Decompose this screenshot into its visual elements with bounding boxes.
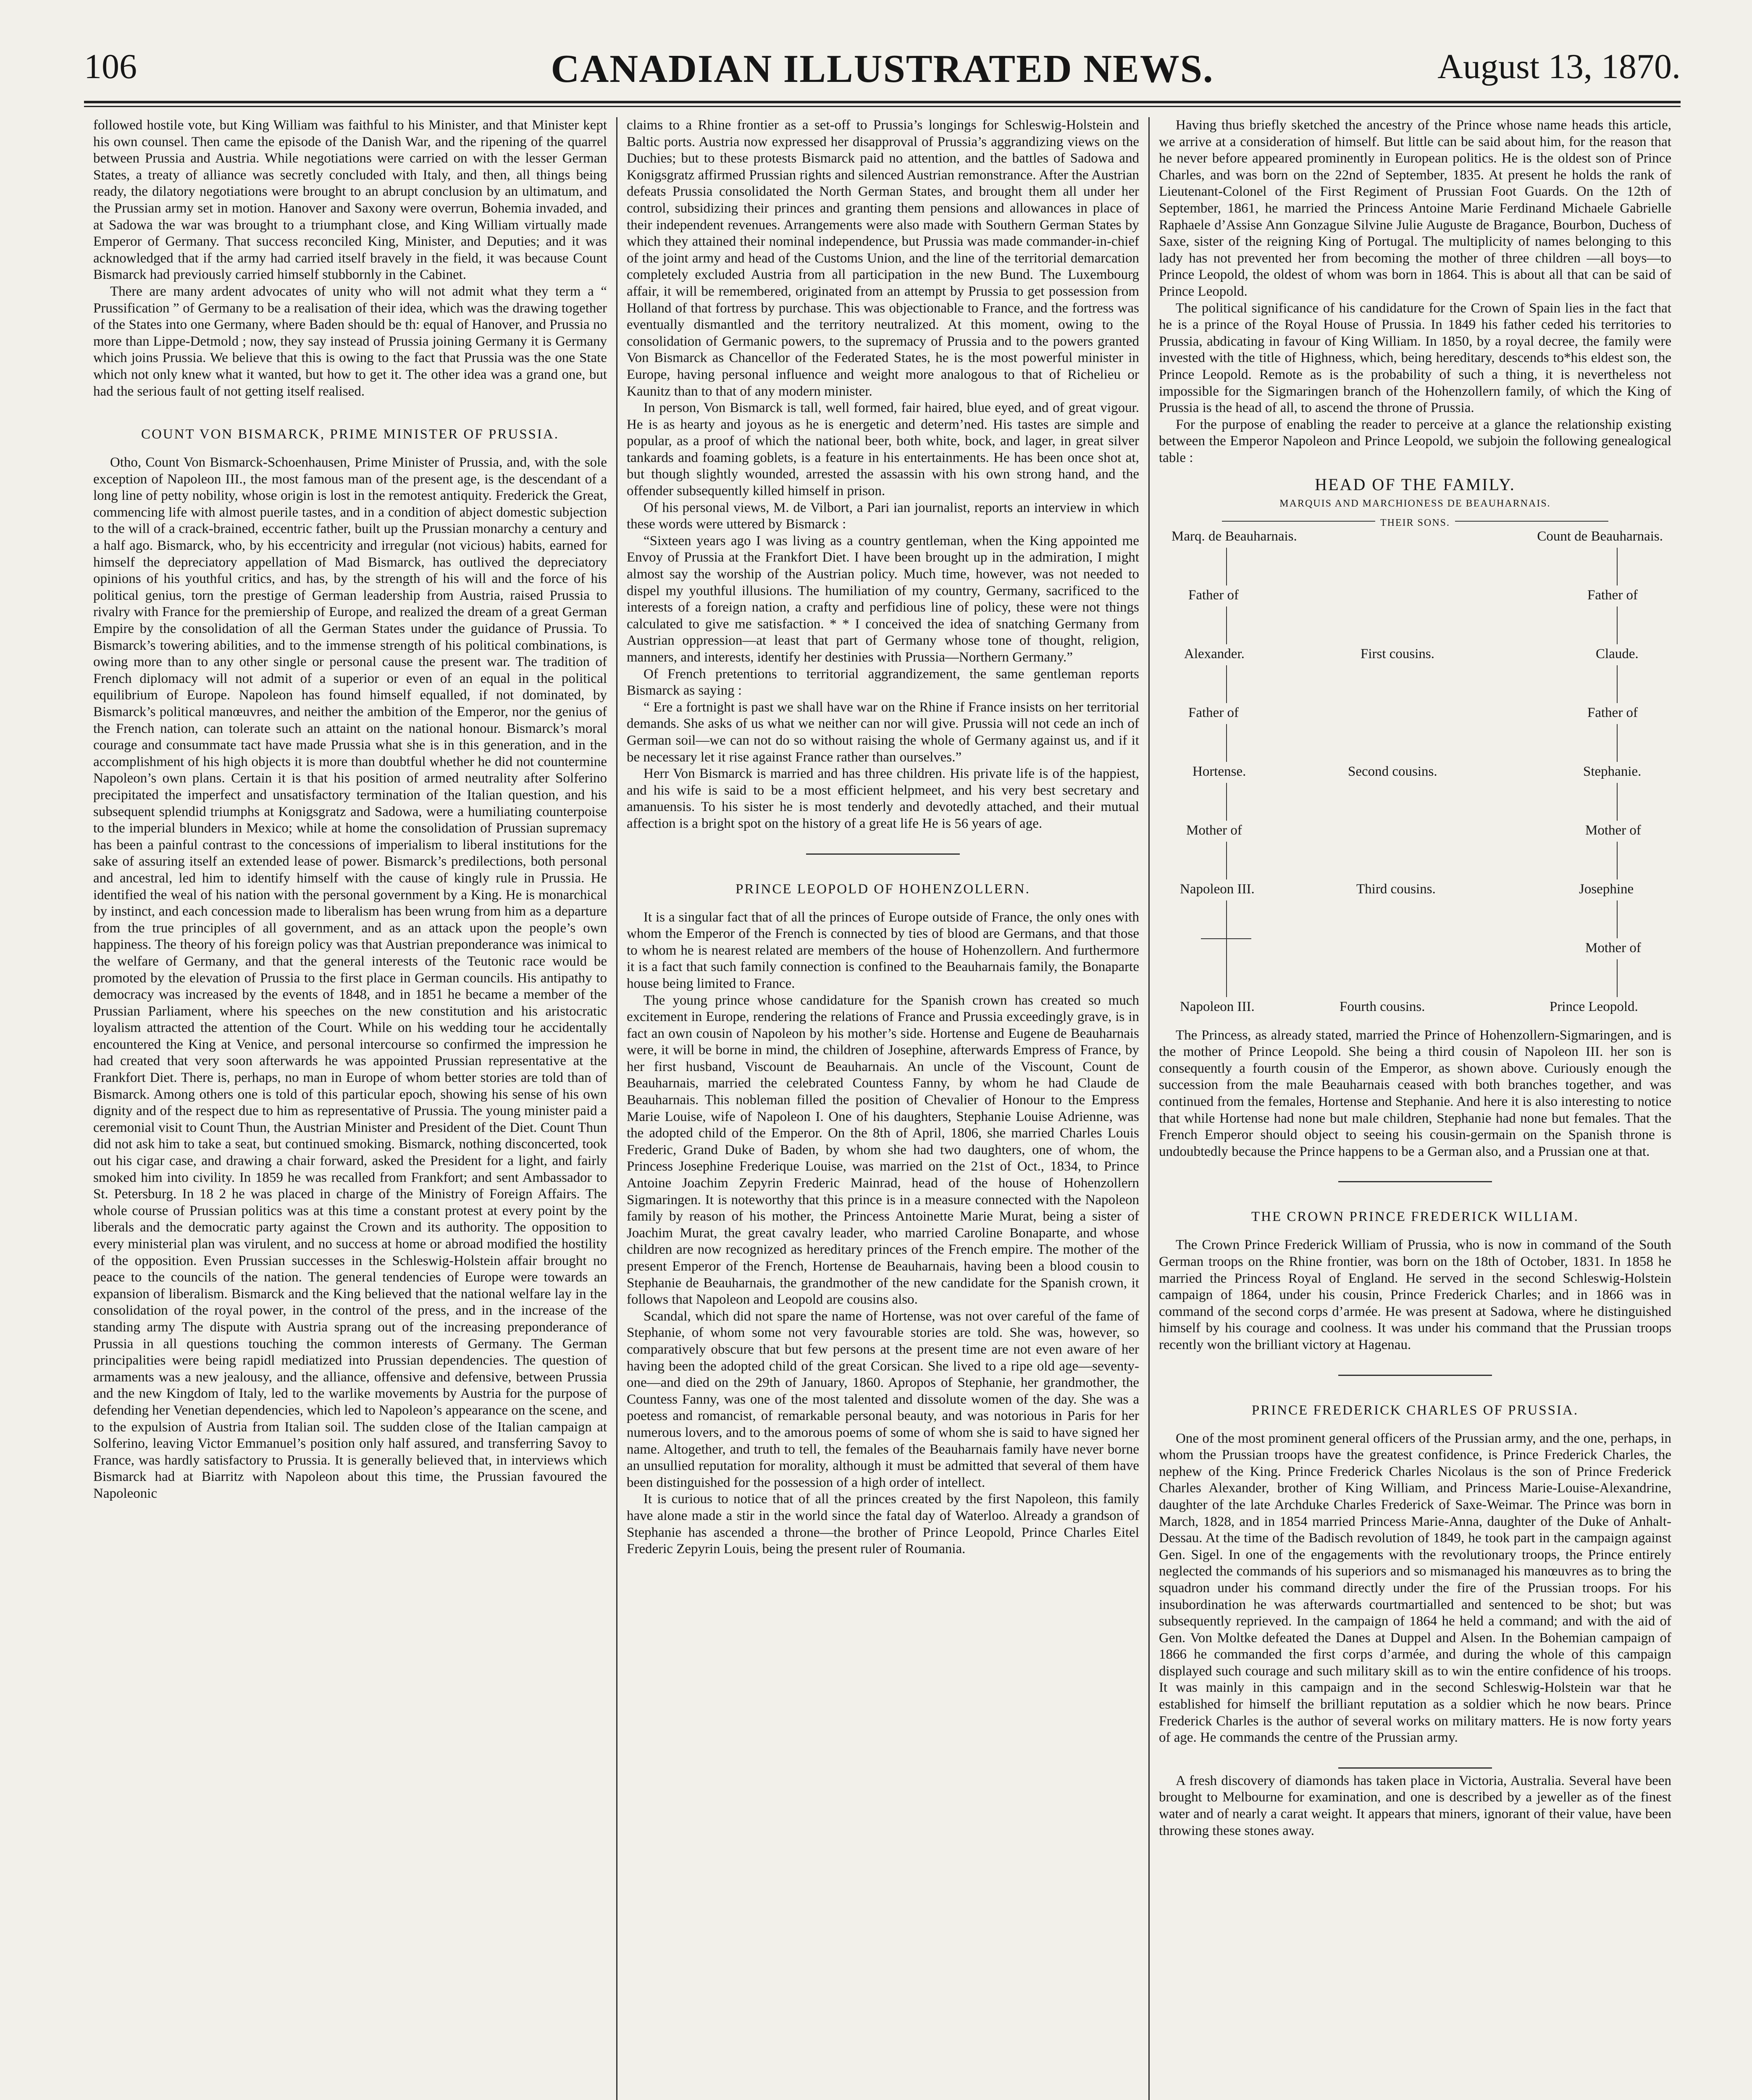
- page-number: 106: [84, 47, 137, 86]
- tree-line: [1617, 842, 1618, 879]
- article-title-leopold: PRINCE LEOPOLD OF HOHENZOLLERN.: [735, 881, 1030, 897]
- paragraph: It is curious to notice that of all the princes created by the first Napoleon, this family have alone made a stir in the world since the fatal day of Waterloo. Already a grandson of Stephanie has ascended a throne—the brother of Prince Leopold, Prince Charles Eitel Frederic Zepyrin Louis, being the present ruler of Roumania.: [627, 1491, 1139, 1557]
- tree-line: [1226, 900, 1227, 938]
- tree-node: First cousins.: [1361, 646, 1435, 662]
- columns: [84, 117, 1681, 2100]
- paragraph: The political significance of his candidature for the Crown of Spain lies in the fact that he is a prince of the Royal House of Prussia. In 1849 his father ceded his territories to Prussia, abdicating in favour of King William. In 1850, by a royal decree, the family were invested with the title of Highness, which, being hereditary, descends to*his eldest son, the Prince Leopold. Remote as is the probability of such a thing, it is nevertheless not impossible for the Sigmaringen branch of the Hohenzollern family, of which the King of Prussia is the head of all, to ascend the throne of Prussia.: [1159, 300, 1671, 416]
- tree-node: Second cousins.: [1348, 764, 1437, 779]
- paragraph: The young prince whose candidature for the Spanish crown has created so much excitement in Europe, rendering the relations of France and Prussia exceedingly grave, is in fact an own cousin of Napoleon by his mother’s side. Hortense and Eugene de Beauharnais were, it will be borne in mind, the children of Josephine, afterwards Empress of France, by her first husband, Viscount de Beauharnais. An uncle of the Viscount, Count de Beauharnais, married the celebrated Countess Fanny, by whom he had Claude de Beauharnais. This nobleman filled the position of Chevalier of Honour to the Empress Marie Louise, wife of Napoleon I. One of his daughters, Stephanie Louise Adrienne, was the adopted child of the Emperor. On the 8th of April, 1806, she married Charles Louis Frederic, Grand Duke of Baden, by whom she had two daughters, one of whom, the Princess Josephine Frederique Louise, was married on the 21st of Oct., 1834, to Prince Antoine Joachim Zepyrin Frederic Mainrad, head of the house of Hohenzollern Sigmaringen. It is noteworthy that this prince is in a measure connected with the Napoleon family by reason of his mother, the Princess Antoinette Marie Murat, being a sister of Joachim Murat, the great cavalry leader, who married Caroline Bonaparte, and whose children are now recognized as hereditary princes of the French empire. The mother of the present Emperor of the French, Hortense de Beauharnais, having been a blood cousin to Stephanie de Beauharnais, the grandmother of the new candidate for the Spanish crown, it follows that Napoleon and Leopold are cousins also.: [627, 992, 1139, 1307]
- tree-line: [1226, 724, 1227, 762]
- tree-line: [1226, 665, 1227, 703]
- tree-line: [1617, 900, 1618, 938]
- paragraph: followed hostile vote, but King William was faithful to his Minister, and that Minister kept his own counsel. Then came the episode of the Danish War, and the ripening of the quarrel between Prussia and Austria. While negotiations were carried on with the lesser German States, a treaty of alliance was secretly concluded with Italy, and then, all things being ready, the dilatory negotiations were brought to an abrupt conclusion by an ultimatum, and the Prussian army set in motion. Hanover and Saxony were overrun, Bohemia invaded, and at Sadowa the war was brought to a triumphant close, and King William virtually made Emperor of Germany. That success reconciled King, Minister, and Deputies; and it was acknowledged that if the army had carried itself bravely in the field, it was because Count Bismarck had previously carried himself stubbornly in the Cabinet.: [93, 118, 607, 283]
- genealogy-title: HEAD OF THE FAMILY.: [1315, 475, 1516, 494]
- tree-node: Josephine: [1579, 881, 1634, 897]
- section-divider: [806, 853, 960, 855]
- column-2: [616, 117, 1148, 2100]
- tree-line: [1617, 783, 1618, 821]
- column-1: [84, 117, 616, 2100]
- tree-node: Alexander.: [1184, 646, 1245, 662]
- article-title-bismarck: COUNT VON BISMARCK, PRIME MINISTER OF PRUSSIA.: [141, 427, 559, 442]
- tree-line: [1226, 606, 1227, 644]
- paragraph: The Princess, as already stated, married the Prince of Hohenzollern-Sigmaringen, and is the mother of Prince Leopold. She being a third cousin of Napoleon III. her son is consequently a fourth cousin of the Emperor, as shown above. Curiously enough the succession from the male Beauharnais ceased with both branches together, and was continued from the females, Hortense and Stephanie. And here it is also interesting to notice that while Hortense had none but male children, Stephanie had none but females. That the French Emperor should object to seeing his cousin-germain on the Spanish throne is undoubtedly because the Prince happens to be a German also, and a Prussian one at that.: [1159, 1027, 1671, 1159]
- tree-line: [1226, 548, 1227, 585]
- genealogy-sons-label: THEIR SONS.: [1375, 517, 1455, 528]
- paragraph: Herr Von Bismarck is married and has three children. His private life is of the happiest, and his wife is said to be a most efficient helpmeet, and his very best secretary and amanuensis. To his sister he is most tenderly and devotedly attached, and their mutual affection is a bright spot on the history of a great life He is 56 years of age.: [627, 766, 1139, 831]
- tree-node: Mother of: [1585, 822, 1641, 838]
- tree-node: Prince Leopold.: [1550, 999, 1638, 1014]
- tree-node: Father of: [1587, 587, 1638, 603]
- tree-node: Third cousins.: [1356, 881, 1436, 897]
- paragraph: Having thus briefly sketched the ancestry of the Prince whose name heads this article, we arrive at a consideration of himself. But little can be said about him, for the reason that he never before appeared prominently in European politics. He is the oldest son of Prince Charles, and was born on the 22nd of September, 1835. At present he holds the rank of Lieutenant-Colonel of the First Regiment of Prussian Foot Guards. On the 12th of September, 1861, he married the Princess Antoine Marie Ferdinand Michaele Gabrielle Raphaele d’Assise Ann Gonzague Silvine Julie Auguste de Bragance, Bourbon, Duchess of Saxe, sister of the reigning King of Portugal. The multiplicity of names belonging to this lady has not prevented her from becoming the mother of three children —all boys—to Prince Leopold, the oldest of whom was born in 1864. This is about all that can be said of Prince Leopold.: [1159, 118, 1671, 299]
- tree-node: Fourth cousins.: [1340, 999, 1425, 1014]
- tree-node: Claude.: [1596, 646, 1639, 662]
- tree-node: Father of: [1587, 705, 1638, 720]
- column-3: [1148, 117, 1681, 2100]
- tree-line: [1617, 606, 1618, 644]
- section-divider: [1338, 1767, 1492, 1769]
- article-title-frederick-william: THE CROWN PRINCE FREDERICK WILLIAM.: [1251, 1209, 1579, 1225]
- paragraph: The Crown Prince Frederick William of Prussia, who is now in command of the South German troops on the Rhine frontier, was born on the 18th of October, 1831. In 1858 he married the Princess Royal of England. He served in the second Schleswig-Holstein campaign of 1864, under his cousin, Prince Frederick Charles; and in 1866 was in command of the second corps d’armée. He was present at Sadowa, where he distinguished himself by his courage and coolness. It was under his command that the Prussian troops recently won the brilliant victory at Hagenau.: [1159, 1237, 1671, 1352]
- tree-node: Marq. de Beauharnais.: [1172, 528, 1297, 544]
- paragraph: Of French pretentions to territorial aggrandizement, the same gentleman reports Bismarck as saying :: [627, 666, 1139, 698]
- tree-node: Father of: [1188, 705, 1239, 720]
- tree-line: [1226, 842, 1227, 879]
- tree-line: [1226, 939, 1227, 997]
- tree-node: Napoleon III.: [1180, 881, 1255, 897]
- issue-date: August 13, 1870.: [1437, 47, 1681, 86]
- paragraph: Of his personal views, M. de Vilbort, a Pari ian journalist, reports an interview in which these words were uttered by Bismarck :: [627, 500, 1139, 532]
- paragraph: Otho, Count Von Bismarck-Schoenhausen, Prime Minister of Prussia, and, with the sole exception of Napoleon III., the most famous man of the present age, is the descendant of a long line of petty nobility, whose origin is lost in the remotest antiquity. Frederick the Great, commencing life with almost puerile tastes, and in a condition of abject domestic subjection to the will of a crack-brained, eccentric father, built up the Prussian monarchy a century and a half ago. Bismarck, who, by his eccentricity and irregular (not vicious) habits, earned for himself the depreciatory appellation of Mad Bismarck, has outlived the depreciatory opinions of his youthful critics, and has, by the strength of his will and the force of his political genius, torn the prestige of German leadership from Austria, raised Prussia to rivalry with France for the premiership of Europe, and realized the dream of a great German Empire by the consolidation of all the German States under the guidance of Prussia. To Bismarck’s towering abilities, and to the immense strength of his political combinations, is owing more than to any other single or personal cause the present war. The tradition of French diplomacy will not admit of a superior or even of an equal in the political equilibrium of Europe. Napoleon has found himself equalled, if not dominated, by Bismarck’s political manœuvres, and neither the ambition of the Emperor, nor the genius of the French nation, can tolerate such an attaint on the national honour. Bismarck’s moral courage and consummate tact have made Prussia what she is in this generation, and in the accomplishment of his high objects it is more than doubtful whether he did not countermine Napoleon’s own plans. Certain it is that his position of armed neutrality after Solferino precipitated the imperfect and unsatisfactory termination of the Italian question, and his subsequent splendid triumphs at Konigsgratz and Sadowa, were a humiliating counterpoise to the imperial blunders in Mexico; while at home the consolidation of Prussian supremacy has been a painful contrast to the concessions of imperialism to liberal institutions for the sake of assuring itself an extended lease of power. Bismarck’s predilections, both personal and ancestral, led him to identify himself with the cause of kingly rule in Prussia. He identified the weal of his nation with the personal government by a King. He is monarchical by instinct, and each concession made to liberalism has been wrung from him as a departure from the true principles of all government, and as an attack upon the people’s own happiness. The theory of his foreign policy was that Austrian preponderance was inimical to the welfare of Germany, and that the general interests of the Teutonic race would be promoted by the elevation of Prussia to the first place in German councils. His antipathy to democracy was increased by the events of 1848, and in 1851 he became a member of the Prussian Parliament, where his speeches on the new constitution and his aristocratic loyalism attracted the attention of the Court. While on his wedding tour he accidentally encountered the King at Venice, and personal intercourse so confirmed the impression he had created that very soon afterwards he was appointed Prussian representative at the Frankfort Diet. There is, perhaps, no man in Europe of whom better stories are told than of Bismarck. Among others one is told of this particular epoch, showing his sense of his own dignity and of the respect due to him as representative of Prussia. The young minister paid a ceremonial visit to Count Thun, the Austrian Minister and President of the Diet. Count Thun did not ask him to take a seat, but continued smoking. Bismarck, nothing disconcerted, took out his cigar case, and drawing a chair forward, asked the President for a light, and fairly smoked him into civility. In 1859 he was recalled from Frankfort; and sent Ambassador to St. Petersburg. In 18 2 he was placed in charge of the Ministry of Foreign Affairs. The whole course of Prussian politics was at this time a constant protest at every point by the liberals and the democratic party against the Crown and its authority. The opposition to every ministerial plan was virulent, and no success at home or abroad modified the hostility of the opposition. Even Prussian successes in the Schleswig-Holstein affair brought no peace to the councils of the nation. The general tendencies of Europe were towards an expansion of liberalism. Bismarck and the King believed that the national welfare lay in the consolidation of the royal power, in the control of the press, and in the increase of the standing army The dispute with Austria sprang out of the increasing preponderance of Prussia in all questions touching the common interests of Germany. The German principalities were being rapidl mediatized into Prussian dependencies. The question of armaments was a new jealousy, and the alliance, offensive and defensive, between Prussia and the new Kingdom of Italy, led to the warlike movements by Austria for the purpose of defending her Venetian dependencies, which led to Napoleon’s appearance on the scene, and to the expulsion of Austria from Italian soil. The sudden close of the Italian campaign at Solferino, leaving Victor Emmanuel’s position only half assured, and transferring Savoy to France, was hardly satisfactory to Prussia. It is generally believed that, in interviews which Bismarck had at Biarritz with Napoleon about this time, the Prussian favoured the Napoleonic: [93, 455, 607, 1501]
- article-title-frederick-charles: PRINCE FREDERICK CHARLES OF PRUSSIA.: [1251, 1402, 1579, 1418]
- masthead: [84, 38, 1681, 103]
- tree-line: [1617, 959, 1618, 997]
- paragraph: “ Ere a fortnight is past we shall have war on the Rhine if France insists on her territorial demands. She asks of us what we neither can nor will give. Prussia will not cede an inch of German soil—we can not do so without raising the whole of Germany against us, and if it be necessary let it rise against France rather than ourselves.”: [627, 699, 1139, 765]
- paragraph: claims to a Rhine frontier as a set-off to Prussia’s longings for Schleswig-Holstein and Baltic ports. Austria now expressed her disapproval of Prussia’s aggrandizing views on the Duchies; but to these protests Bismarck paid no attention, and the battles of Sadowa and Konigsgratz affirmed Prussian rights and silenced Austrian remonstrance. After the Austrian defeats Prussia consolidated the North German States, and brought them all under her control, subsidizing their princes and granting them pensions and allowances in place of their independent revenues. Arrangements were also made with Southern German States by which they attained their nominal independence, but Prussia was made commander-in-chief of the joint army and head of the Customs Union, and the line of the territorial demarcation completely excluded Austria from all participation in the new Bund. The Luxembourg affair, it will be remembered, originated from an attempt by Prussia to get possession from Holland of that fortress by purchase. This was objectionable to France, and the fortress was eventually dismantled and the territory neutralized. At this moment, owing to the consolidation of Germanic powers, to the supremacy of Prussia and to the powers granted Von Bismarck as Chancellor of the Federated States, he is the most powerful minister in Europe, having personal influence and weight more analogous to that of Richelieu or Kaunitz than to that of any modern minister.: [627, 118, 1139, 399]
- genealogy-table: [1163, 515, 1667, 1111]
- paragraph: For the purpose of enabling the reader to perceive at a glance the relationship existing between the Emperor Napoleon and Prince Leopold, we subjoin the following genealogical table :: [1159, 417, 1671, 465]
- tree-node: Stephanie.: [1583, 764, 1642, 779]
- tree-node: Mother of: [1186, 822, 1242, 838]
- tree-line: [1226, 783, 1227, 821]
- paragraph: Scandal, which did not spare the name of Hortense, was not over careful of the fame of Stephanie, of whom some not very favourable stories are told. She was, however, so comparatively obscure that but few persons at the present time are not even aware of her having been the adopted child of the great Corsican. She lived to a ripe old age—seventy-one—and died on the 29th of January, 1860. Apropos of Stephanie, her grandmother, the Countess Fanny, was one of the most talented and dissolute women of the day. She was a poetess and romancist, of remarkable personal beauty, and was notorious in Paris for her numerous lovers, and to the amorous poems of some of whom she is said to have signed her name. Altogether, and truth to tell, the females of the Beauharnais family have never borne an unsullied reputation for morality, although it must be admitted that several of them have been distinguished for the possession of a high order of intellect.: [627, 1308, 1139, 1490]
- tree-node: Hortense.: [1193, 764, 1246, 779]
- genealogy-subtitle: MARQUIS AND MARCHIONESS DE BEAUHARNAIS.: [1279, 498, 1551, 509]
- tree-node: Mother of: [1585, 940, 1641, 956]
- tree-line: [1617, 548, 1618, 585]
- paragraph: In person, Von Bismarck is tall, well formed, fair haired, blue eyed, and of great vigour. He is as hearty and joyous as he is energetic and determ’ned. His tastes are simple and popular, as a proof of which the national beer, both white, bock, and lager, in great silver tankards and foaming goblets, is a feature in his entertainments. He has been once shot at, but though slightly wounded, arrested the assassin with his own strong hand, and the offender subsequently killed himself in prison.: [627, 400, 1139, 499]
- paragraph: A fresh discovery of diamonds has taken place in Victoria, Australia. Several have been brought to Melbourne for examination, and one is described by a jeweller as of the finest water and of nearly a carat weight. It appears that miners, ignorant of their value, have been throwing these stones away.: [1159, 1773, 1671, 1838]
- section-divider: [1338, 1375, 1492, 1376]
- tree-line: [1617, 724, 1618, 762]
- paragraph: It is a singular fact that of all the princes of Europe outside of France, the only ones with whom the Emperor of the French is connected by ties of blood are Germans, and that those to whom he is nearest related are members of the house of Hohenzollern. And furthermore it is a fact that such family connection is confined to the Beauharnais family, the Bonaparte house being limited to France.: [627, 909, 1139, 991]
- tree-line: [1617, 665, 1618, 703]
- paragraph: One of the most prominent general officers of the Prussian army, and the one, perhaps, in whom the Prussian troops have the greatest confidence, is Prince Frederick Charles, the nephew of the King. Prince Frederick Charles Nicolaus is the son of Prince Frederick Charles Alexander, brother of King William, and Princess Marie-Louise-Alexandrine, daughter of the late Archduke Charles Frederick of Saxe-Weimar. The Prince was born in March, 1828, and in 1854 married Princess Marie-Anna, daughter of the Duke of Anhalt-Dessau. At the time of the Badisch revolution of 1849, he took part in the campaign against Gen. Sigel. In one of the engagements with the revolutionary troops, the Prince entirely neglected the commands of his superiors and so mismanaged his manœuvres as to bring the squadron under his command directly under the fire of the Prussian troops. For his insubordination he was afterwards courtmartialled and sentenced to be shot; but was subsequently reprieved. In the campaign of 1864 he held a command; and with the aid of Gen. Von Moltke defeated the Danes at Duppel and Alsen. In the Bohemian campaign of 1866 he commanded the first corps d’armée, and during the whole of this campaign displayed such courage and such military skill as to win the entire confidence of his troops. It was mainly in this campaign and in the second Schleswig-Holstein war that he established for himself the brilliant reputation as a soldier which he now bears. Prince Frederick Charles is the author of several works on military matters. He is now forty years of age. He commands the centre of the Prussian army.: [1159, 1431, 1671, 1746]
- masthead-rule: [84, 106, 1681, 107]
- paragraph: There are many ardent advocates of unity who will not admit what they term a “ Prussification ” of Germany to be a realisation of their idea, which was the drawing together of the States into one Germany, where Baden should be th: equal of Hanover, and Prussia no more than Lippe-Detmold ; now, they say instead of Prussia joining Germany it is Germany which joins Prussia. We believe that this is owing to the fact that Prussia was the one State which not only knew what it wanted, but how to get it. The other idea was a grand one, but had the serious fault of not getting itself realised.: [93, 284, 607, 399]
- tree-node: Count de Beauharnais.: [1537, 528, 1663, 544]
- section-divider: [1338, 1181, 1492, 1182]
- paragraph: “Sixteen years ago I was living as a country gentleman, when the King appointed me Envoy of Prussia at the Frankfort Diet. I have been brought up in the admiration, I might almost say the worship of the Austrian policy. Much time, however, was not needed to dispel my youthful illusions. The humiliation of my country, Germany, sacrificed to the interests of a foreign nation, a crafty and perfidious line of policy, these were not things calculated to give me satisfaction. * * I conceived the idea of snatching Germany from Austrian oppression—at least that part of Germany whose tone of thought, religion, manners, and interests, identify her destinies with Prussia—Northern Germany.”: [627, 533, 1139, 665]
- tree-node: Napoleon III.: [1180, 999, 1255, 1014]
- tree-node: Father of: [1188, 587, 1239, 603]
- newspaper-title: CANADIAN ILLUSTRATED NEWS.: [551, 47, 1214, 91]
